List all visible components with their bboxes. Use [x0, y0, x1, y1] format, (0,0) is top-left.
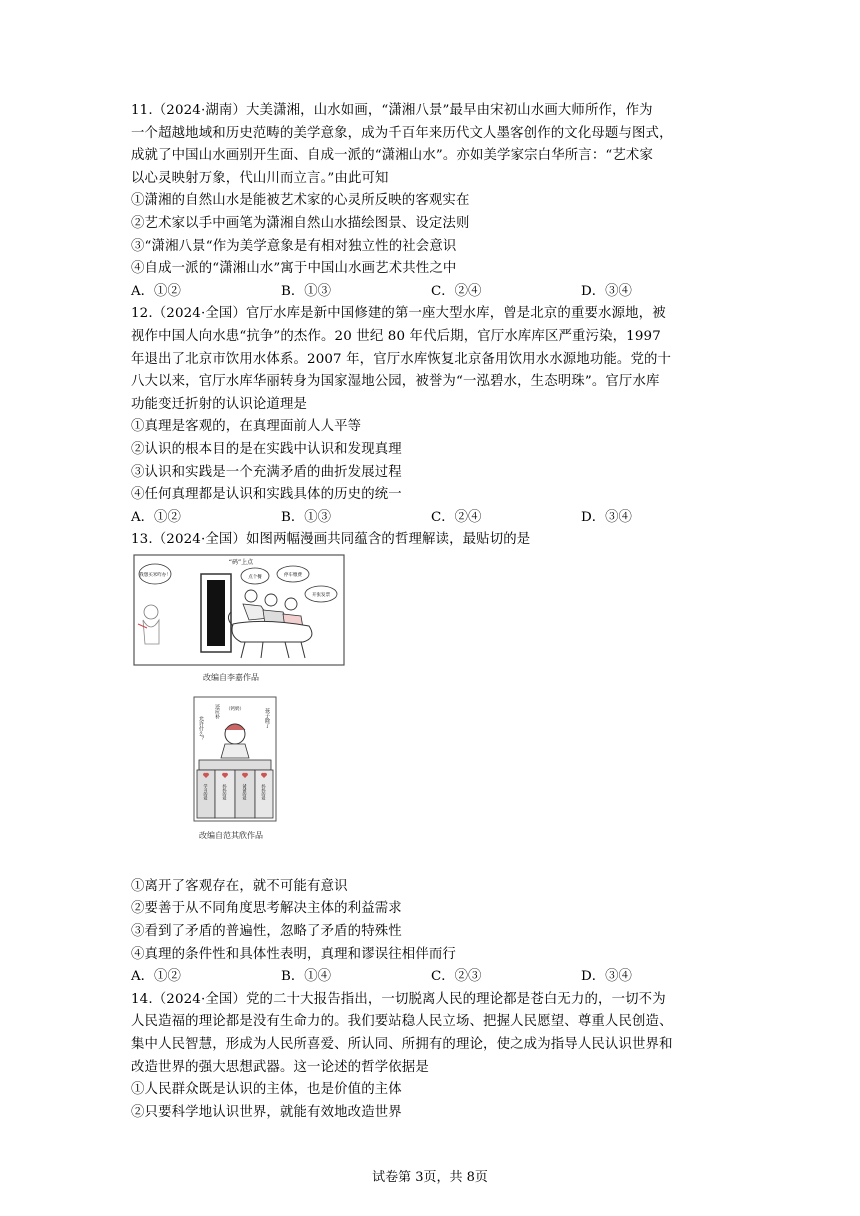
question-line: 12.（2024·全国）官厅水库是新中国修建的第一座大型水库，曾是北京的重要水源地，被: [131, 306, 666, 322]
cartoon-2-side-right: 孩子除了: [264, 707, 270, 728]
answer-options: [131, 281, 747, 304]
option-d: D．③④: [581, 283, 632, 299]
question-line: 成就了中国山水画别开生面、自成一派的“潇湘山水”。亦如美学家宗白华所言：“艺术家: [131, 148, 653, 164]
option-c: C．②④: [431, 509, 482, 525]
statement: ①潇湘的自然山水是能被艺术家的心灵所反映的客观实在: [131, 193, 470, 209]
bubble-text: 点个餐: [248, 574, 262, 580]
cartoon-2-side-mid: 还应补: [214, 703, 220, 719]
statement: ①人民群众既是认识的主体，也是价值的主体: [131, 1082, 402, 1098]
question-line: 13.（2024·全国）如图两幅漫画共同蕴含的哲理解读，最贴切的是: [131, 532, 531, 548]
statement: ②要善于从不同角度思考解决主体的利益需求: [131, 901, 402, 917]
can-label: 学习的爱: [203, 783, 209, 800]
question-line: 功能变迁折射的认识论道理是: [131, 396, 308, 412]
option-b: B．①③: [281, 283, 332, 299]
question-line: 八大以来，官厅水库华丽转身为国家湿地公园，被誉为“一泓碧水，生态明珠”。官厅水库: [131, 374, 660, 390]
cartoon-2-caption: 改编自范其欣作品: [199, 830, 263, 840]
answer-options: [131, 507, 747, 530]
question-13: [131, 529, 747, 989]
question-line: 一个超越地域和历史范畴的美学意象，成为千百年来历代文人墨客创作的文化母题与图式，: [131, 125, 673, 141]
question-line: 14.（2024·全国）党的二十大报告指出，一切脱离人民的理论都是苍白无力的，一切不为: [131, 991, 666, 1007]
statement: ②只要科学地认识世界，就能有效地改造世界: [131, 1104, 402, 1120]
statement: ②艺术家以手中画笔为潇湘自然山水描绘图景、设定法则: [131, 215, 470, 231]
option-c: C．②④: [431, 283, 482, 299]
question-line: 人民造福的理论都是没有生命力的。我们要站稳人民立场、把握人民愿望、尊重人民创造、: [131, 1014, 673, 1030]
option-a: A．①②: [131, 283, 181, 299]
cartoon-2: [193, 696, 277, 822]
question-12: [131, 303, 747, 529]
question-line: 以心灵映射万象，代山川而立言。”由此可知: [131, 170, 389, 186]
bubble-text: 我想买米咋办！: [139, 572, 171, 578]
statement: ①真理是客观的，在真理面前人人平等: [131, 419, 362, 435]
cartoon-2-center: （钙奶）: [226, 706, 244, 712]
option-d: D．③④: [581, 969, 632, 985]
statement: ④真理的条件性和具体性表明，真理和谬误往相伴而行: [131, 946, 456, 962]
exam-page: [131, 100, 747, 1124]
question-line: 年退出了北京市饮用水体系。2007 年，官厅水库恢复北京备用饮用水水源地功能。党的十: [131, 351, 672, 367]
statement: ②认识的根本目的是在实践中认识和发现真理: [131, 441, 402, 457]
page-footer: 试卷第 3页，共 8页: [372, 1170, 488, 1185]
statement: ③认识和实践是一个充满矛盾的曲折发展过程: [131, 464, 402, 480]
cartoon-figure: [131, 554, 747, 872]
question-14: [131, 989, 747, 1125]
option-b: B．①④: [281, 969, 332, 985]
option-a: A．①②: [131, 509, 181, 525]
can-label: 妈妈的爱: [222, 783, 228, 800]
cartoon-2-side-left: 允许什么？: [198, 715, 204, 741]
option-b: B．①③: [281, 509, 332, 525]
answer-options: [131, 966, 747, 989]
option-d: D．③④: [581, 509, 632, 525]
statement: ③“潇湘八景“作为美学意象是有相对独立性的社会意识: [131, 238, 457, 254]
question-11: [131, 100, 747, 303]
can-label: 妈妈的爱: [261, 783, 267, 800]
cartoon-1: [133, 554, 345, 666]
option-a: A．①②: [131, 969, 181, 985]
statement: ④自成一派的“潇湘山水”寓于中国山水画艺术共性之中: [131, 261, 457, 277]
bubble-text: 开张发票: [312, 592, 330, 598]
question-line: 视作中国人向水患“抗争”的杰作。20 世纪 80 年代后期，官厅水库库区严重污染，1997: [131, 328, 661, 344]
statement: ①离开了客观存在，就不可能有意识: [131, 878, 348, 894]
statement: ③看到了矛盾的普遍性，忽略了矛盾的特殊性: [131, 924, 402, 940]
statement: ④任何真理都是认识和实践具体的历史的统一: [131, 487, 402, 503]
can-label: 爸爸的爱: [242, 783, 248, 800]
question-line: 改造世界的强大思想武器。这一论述的哲学依据是: [131, 1059, 429, 1075]
bubble-text: 停车缴费: [284, 572, 302, 578]
question-line: 集中人民智慧，形成为人民所喜爱、所认同、所拥有的理论，使之成为指导人民认识世界和: [131, 1037, 673, 1053]
option-c: C．②③: [431, 969, 482, 985]
question-line: 11.（2024·湖南）大美潇湘，山水如画，“潇湘八景”最早由宋初山水画大师所作，作为: [131, 103, 653, 118]
cartoon-1-caption: 改编自李嘉作品: [203, 672, 259, 682]
cartoon-1-title: “码”上点: [228, 558, 254, 566]
